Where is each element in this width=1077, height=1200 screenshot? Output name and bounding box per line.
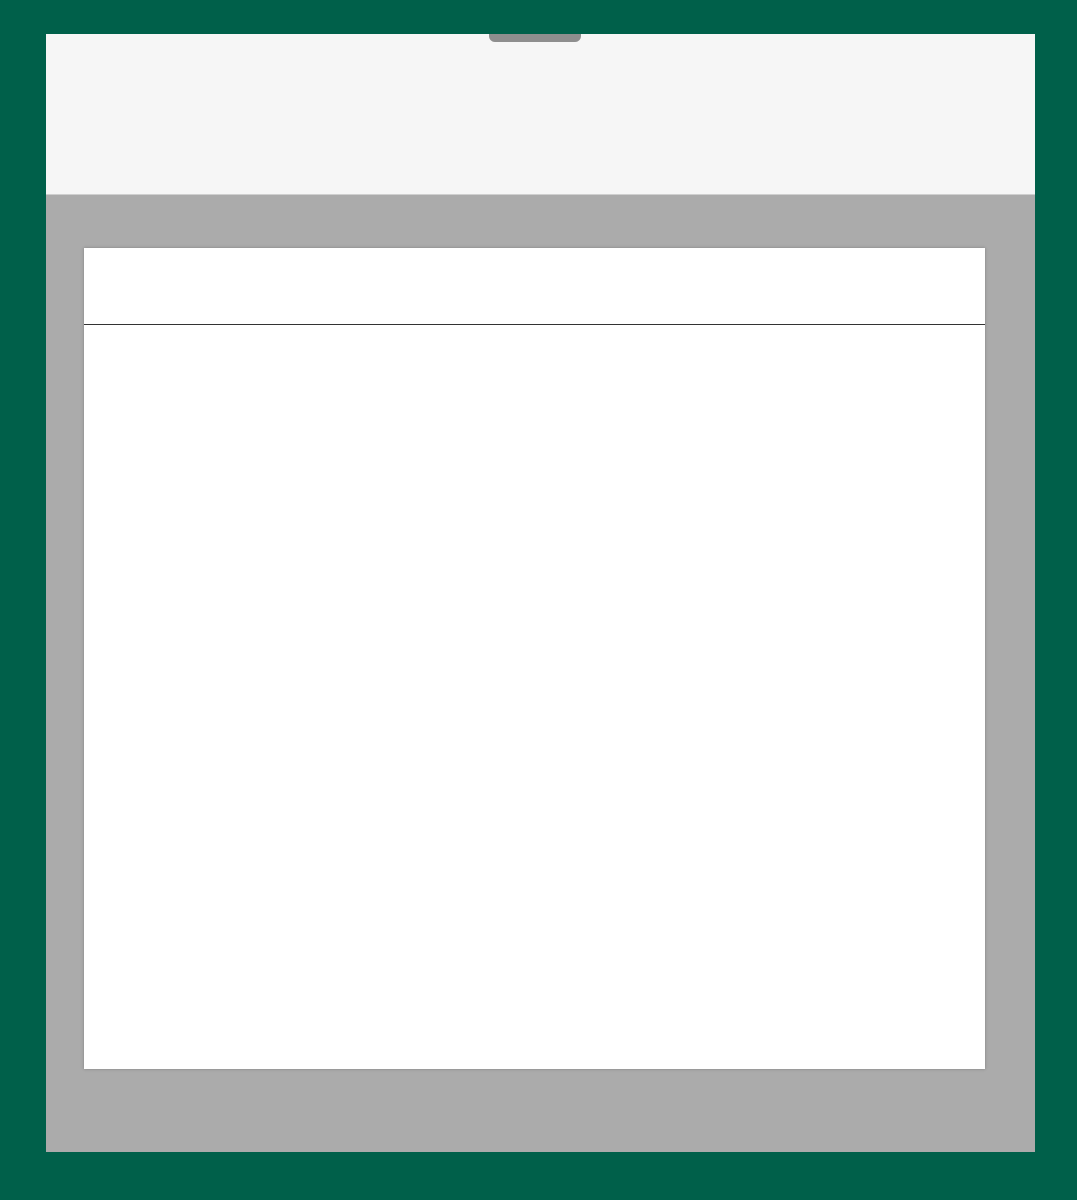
tariff-table — [84, 248, 985, 1069]
drag-handle[interactable] — [489, 34, 581, 42]
page-header — [46, 34, 1035, 195]
table-header-row — [84, 248, 985, 325]
screen — [46, 34, 1035, 1152]
